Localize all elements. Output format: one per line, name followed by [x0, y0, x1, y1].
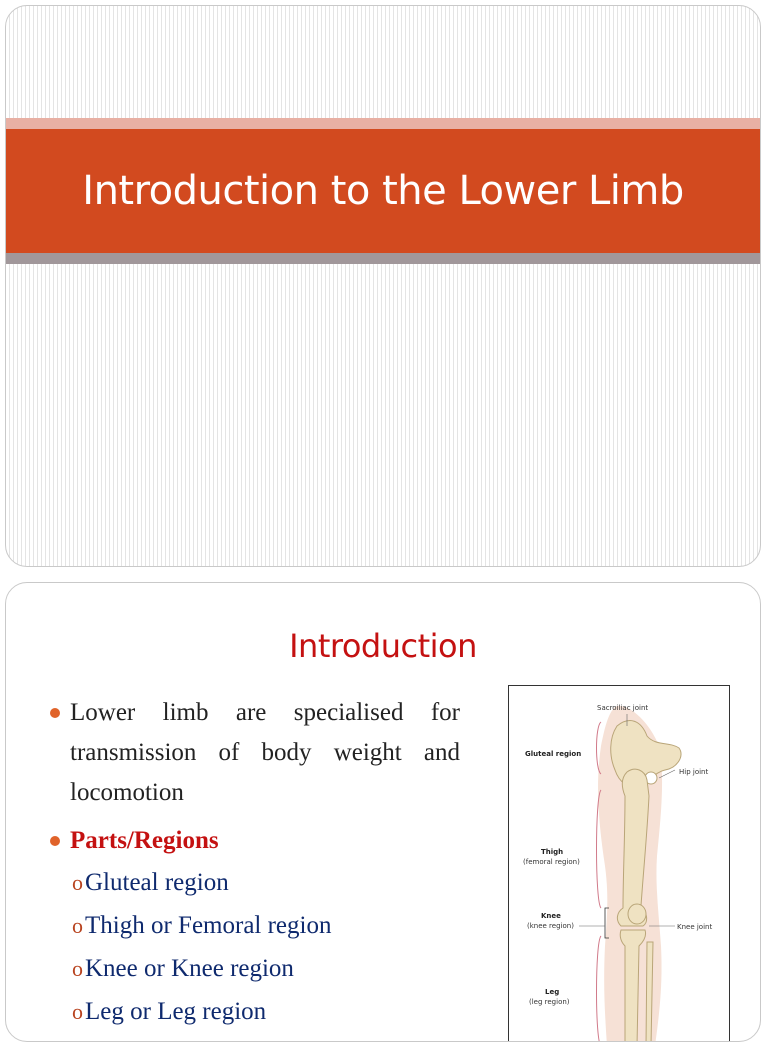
- title-top-band: [6, 118, 760, 129]
- label-sacroiliac: Sacroiliac joint: [597, 704, 649, 712]
- label-leg: Leg: [545, 988, 560, 996]
- label-knee-region: (knee region): [527, 922, 574, 930]
- label-leg-region: (leg region): [529, 998, 570, 1006]
- circle-bullet-icon: o: [72, 913, 83, 938]
- skeleton-illustration: [509, 686, 729, 1042]
- title-bottom-band: [6, 253, 760, 264]
- title-bar: [6, 129, 760, 253]
- label-gluteal: Gluteal region: [525, 750, 582, 758]
- circle-bullet-icon: o: [72, 999, 83, 1024]
- circle-bullet-icon: o: [72, 870, 83, 895]
- sub-item-text: Leg or Leg region: [85, 998, 267, 1025]
- slide-content: [50, 693, 460, 1033]
- label-femoral: (femoral region): [523, 858, 580, 866]
- lower-limb-figure: [508, 685, 730, 1042]
- label-thigh: Thigh: [541, 848, 564, 856]
- slide-title: Introduction to the Lower Limb: [82, 168, 684, 214]
- sub-list-item: [72, 947, 460, 990]
- sub-item-text: Knee or Knee region: [85, 955, 294, 982]
- bullet-dot-icon: [50, 836, 60, 846]
- label-hip: Hip joint: [679, 768, 709, 776]
- label-knee: Knee: [541, 912, 561, 920]
- bullet-dot-icon: [50, 708, 60, 718]
- bullet-item: [50, 693, 460, 813]
- sub-item-text: Gluteal region: [85, 869, 229, 896]
- bullet-text: Lower limb are specialised for transmission of body weight and locomotion: [70, 699, 460, 806]
- slide-heading: Introduction: [289, 627, 477, 665]
- bullet-text: Parts/Regions: [70, 827, 219, 854]
- sub-list-item: [72, 904, 460, 947]
- sub-list-item: [72, 990, 460, 1033]
- sub-list-item: [72, 861, 460, 904]
- patella-bone: [628, 904, 646, 924]
- sub-item-text: Thigh or Femoral region: [85, 912, 332, 939]
- bullet-item: [50, 821, 460, 861]
- leg-bracket: [597, 936, 602, 1042]
- introduction-slide: [5, 582, 761, 1042]
- circle-bullet-icon: o: [72, 956, 83, 981]
- title-slide: [5, 5, 761, 567]
- label-knee-joint: Knee joint: [677, 923, 713, 931]
- sub-list: [50, 861, 460, 1033]
